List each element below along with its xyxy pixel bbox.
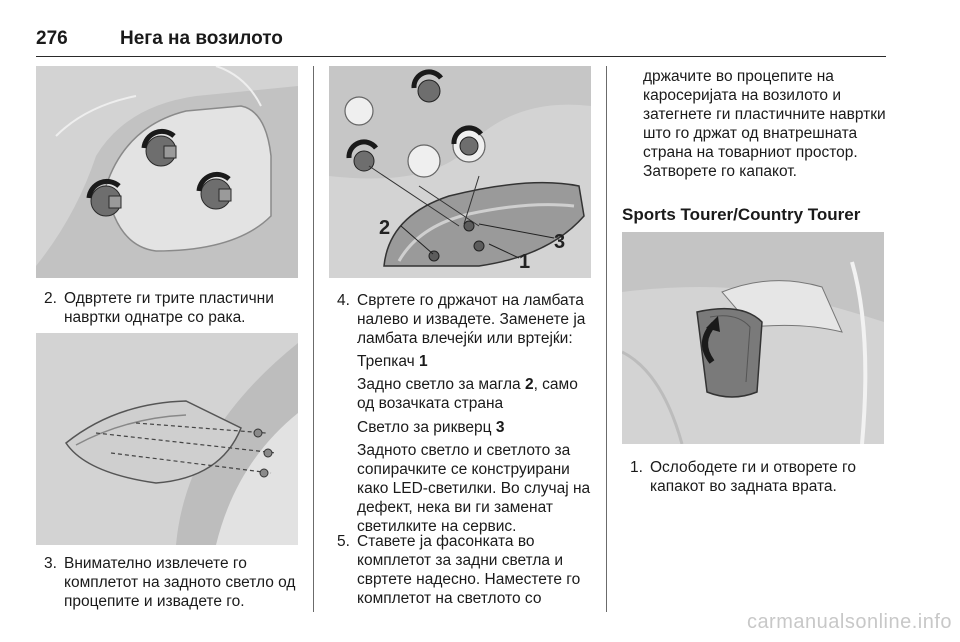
page-number: 276 [36, 28, 68, 49]
column-divider-right [606, 66, 607, 612]
step-4 [337, 291, 595, 348]
figure-tail-light-nuts [36, 66, 298, 278]
callout-3: 3 [554, 231, 566, 253]
section-title: Sports Tourer/Country Tourer [622, 205, 861, 224]
item-reverse-light-ref: 3 [495, 419, 505, 436]
step-2-text: Одвртете ги трите пластични навртки однатре со рака. [64, 290, 274, 326]
step-2 [44, 289, 306, 327]
item-fog-light-ref: 2 [524, 376, 534, 393]
watermark: carmanualsonline.info [746, 611, 952, 633]
step-1 [630, 458, 892, 496]
step-1-number: 1. [630, 459, 643, 476]
item-reverse-light-label: Светло за рикверц [357, 419, 492, 436]
page-header [36, 26, 886, 57]
step-3-text: Внимателно извлечете го комплетот на задното светло од процепите и извадете го. [64, 555, 296, 610]
continuation-text: држачите во процепите на каросеријата на возилото и затегнете ги пластичните навртки што го држат од внатрешната страна на товарниот простор. Затворете го капакот. [643, 68, 886, 180]
figure-tail-light-removal [36, 333, 298, 545]
page-title: Нега на возилото [120, 28, 283, 49]
item-indicator-ref: 1 [419, 353, 428, 370]
item-fog-light-suffix: , само од возачката страна [357, 376, 578, 412]
callout-2: 2 [379, 217, 391, 239]
step-2-number: 2. [44, 290, 57, 307]
figure-bulb-holders [329, 66, 591, 278]
column-divider-left [313, 66, 314, 612]
step-3 [44, 554, 306, 611]
figure-tailgate-cover [622, 232, 884, 444]
led-note: Задното светло и светлото за сопирачките се конструирани како LED-светилки. Во случај на дефект, нека ви ги заменат светилките на сервис. [357, 442, 591, 535]
item-fog-light [357, 375, 595, 413]
item-indicator-label: Трепкач [357, 353, 415, 370]
item-indicator [357, 352, 595, 371]
step-3-number: 3. [44, 555, 57, 572]
step-5-text: Ставете ја фасонката во комплетот за задни светла и свртете надесно. Наместете го комплетот на светлото со [357, 533, 581, 607]
callout-1: 1 [519, 251, 531, 273]
step-4-number: 4. [337, 292, 350, 309]
step-4-text: Свртете го држачот на ламбата налево и извадете. Заменете ја ламбата влечејќи или вртејќи: [357, 292, 586, 347]
item-reverse-light [357, 418, 595, 437]
step-5-number: 5. [337, 533, 350, 550]
item-fog-light-label: Задно светло за магла [357, 376, 521, 393]
step-1-text: Ослободете ги и отворете го капакот во задната врата. [650, 459, 856, 495]
step-5 [337, 532, 595, 608]
